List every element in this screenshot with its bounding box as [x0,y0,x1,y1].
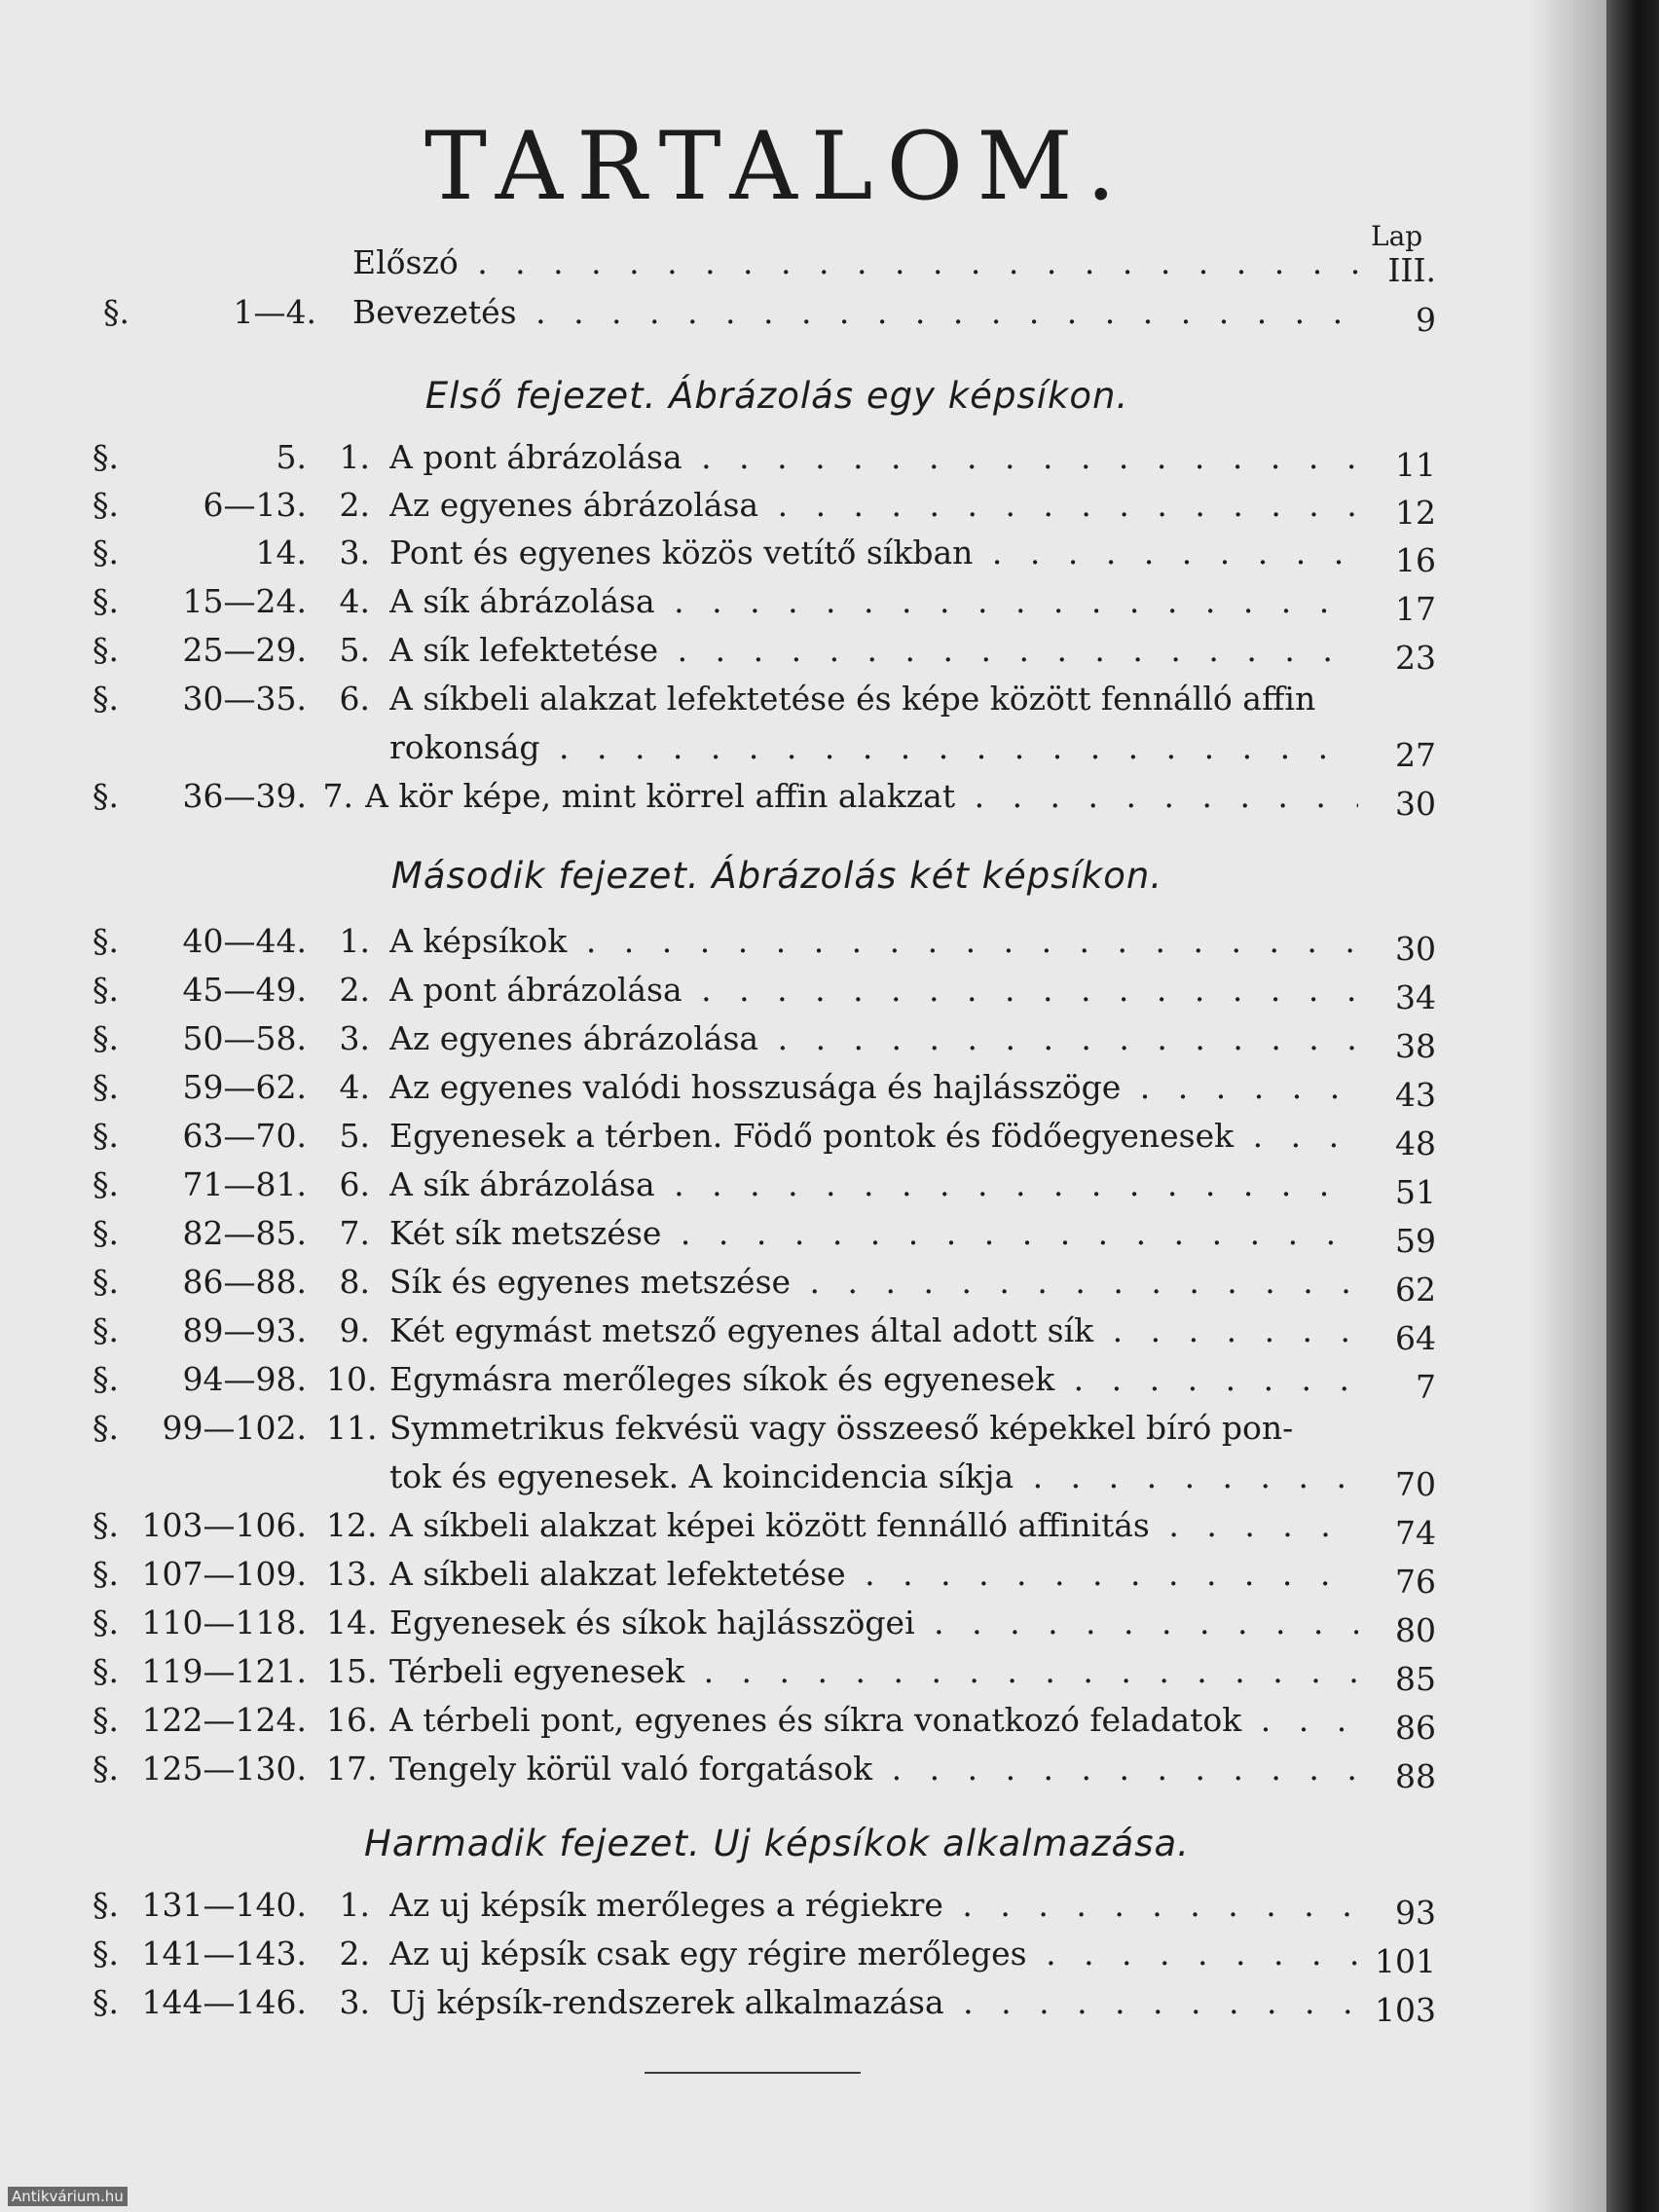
entry-text-continuation: rokonság . . . [389,723,1358,772]
entry-text: A síkbeli alakzat lefektetése és képe között fennálló affin [389,680,1316,718]
section-sign: §. [92,922,119,960]
entry-range: 144—146. [141,1983,307,2021]
entry-page: 16 [1395,541,1436,579]
toc-entry [0,1209,1558,1258]
entry-page: 62 [1395,1271,1436,1309]
entry-text: Két egymást metsző egyenes által adott sík . . . [389,1307,1358,1355]
entry-range: 71—81. [182,1165,307,1203]
entry-range: 99—102. [162,1409,307,1447]
entry-number: 14. [326,1604,378,1641]
entry-range: 141—143. [141,1935,307,1972]
entry-number: 1. [339,922,370,960]
section-sign: §. [92,1214,119,1252]
entry-text: Az uj képsík merőleges a régiekre . . . [389,1881,1358,1930]
entry-number: 5. [339,631,370,669]
entry-text: Egyenesek a térben. Födő pontok és födőegyenesek . . . [389,1112,1358,1161]
entry-text: A sík ábrázolása . . . [389,1161,1358,1209]
entry-text: A síkbeli alakzat képei között fennálló affinitás . . . [389,1501,1358,1550]
entry-page: III. [1387,251,1436,289]
watermark: Antikvárium.hu [8,2187,128,2206]
toc-entry [0,1930,1558,1978]
entry-page: 11 [1395,446,1436,484]
toc-entry [0,1599,1558,1647]
entry-page: 38 [1395,1027,1436,1065]
entry-number: 2. [339,1935,370,1972]
entry-number: 1. [339,1886,370,1924]
section-sign: §. [92,777,119,815]
toc-entry [0,1014,1558,1063]
entry-range: 15—24. [182,582,307,620]
entry-number: 4. [339,1068,370,1106]
entry-range: 103—106. [141,1506,307,1544]
entry-range: 110—118. [141,1604,307,1641]
entry-page: 27 [1395,736,1436,774]
entry-text: Az egyenes valódi hosszusága és hajlásszöge . . . [389,1063,1358,1112]
entry-page: 64 [1395,1319,1436,1357]
entry-page: 76 [1395,1563,1436,1601]
section-sign: §. [92,1068,119,1106]
entry-number: 3. [339,534,370,571]
entry-range: 119—121. [141,1652,307,1690]
entry-page: 51 [1395,1173,1436,1211]
entry-number: 3. [339,1019,370,1057]
toc-entry [0,1696,1558,1745]
entry-number: 8. [339,1263,370,1301]
section-sign: §. [92,1604,119,1641]
section-sign: §. [92,1506,119,1544]
entry-text: Az egyenes ábrázolása . . . [389,481,1358,530]
entry-range: 14. [255,534,307,571]
entry-page: 85 [1395,1660,1436,1698]
section-sign: §. [92,1701,119,1739]
entry-text: A sík ábrázolása . . . [389,577,1358,626]
entry-page: 70 [1395,1465,1436,1503]
entry-number: 7. [322,777,353,815]
section-sign: §. [92,1652,119,1690]
entry-number: 3. [339,1983,370,2021]
toc-entry [0,1307,1558,1355]
toc-entry [0,772,1558,821]
entry-page: 74 [1395,1514,1436,1552]
entry-number: 2. [339,971,370,1009]
entry-text: Egymásra merőleges síkok és egyenesek . . . [389,1355,1358,1404]
toc-entry-introduction [0,288,1558,337]
entry-page: 59 [1395,1222,1436,1260]
toc-entry [0,529,1558,577]
entry-range: 30—35. [182,680,307,718]
toc-entry [0,1745,1558,1793]
toc-entry [0,1063,1558,1112]
entry-text: Uj képsík-rendszerek alkalmazása . . . [389,1978,1358,2027]
section-sign: §. [103,293,129,331]
section-sign: §. [92,1117,119,1155]
toc-entry-preface [0,239,1558,287]
entry-page: 23 [1395,639,1436,677]
entry-text: A térbeli pont, egyenes és síkra vonatkozó feladatok . . . [389,1696,1358,1745]
entry-number: 5. [339,1117,370,1155]
toc-entry [0,1258,1558,1307]
entry-page: 30 [1395,785,1436,823]
section-sign: §. [92,1750,119,1788]
closing-rule [645,2072,861,2074]
entry-page: 88 [1395,1757,1436,1795]
entry-text: Előszó . . . [352,239,1358,287]
toc-entry [0,1978,1558,2027]
entry-page: 93 [1395,1894,1436,1932]
entry-text: Tengely körül való forgatások . . . [389,1745,1358,1793]
toc-entry [0,626,1558,675]
toc-entry [0,1550,1558,1599]
entry-text: Térbeli egyenesek . . . [389,1647,1358,1696]
entry-page: 17 [1395,590,1436,628]
entry-range: 45—49. [182,971,307,1009]
section-sign: §. [92,680,119,718]
entry-page: 101 [1375,1942,1436,1980]
entry-text: Sík és egyenes metszése . . . [389,1258,1358,1307]
entry-range: 36—39. [182,777,307,815]
section-sign: §. [92,534,119,571]
page-column-label: Lap [1371,220,1423,252]
toc-entry-continuation [0,1453,1558,1501]
entry-range: 63—70. [182,1117,307,1155]
section-sign: §. [92,486,119,524]
entry-range: 40—44. [182,922,307,960]
entry-range: 125—130. [141,1750,307,1788]
entry-page: 7 [1416,1368,1436,1406]
entry-number: 1. [339,438,370,476]
entry-page: 103 [1375,1991,1436,2029]
entry-number: 2. [339,486,370,524]
entry-range: 6—13. [203,486,307,524]
section-sign: §. [92,1360,119,1398]
entry-number: 16. [326,1701,378,1739]
entry-text: A pont ábrázolása . . . [389,433,1358,482]
entry-range: 50—58. [182,1019,307,1057]
toc-entry [0,1404,1558,1453]
entry-text: Pont és egyenes közös vetítő síkban . . . [389,529,1358,577]
entry-number: 4. [339,582,370,620]
toc-entry [0,577,1558,626]
toc-entry [0,917,1558,966]
section-sign: §. [92,1886,119,1924]
entry-text: Két sík metszése . . . [389,1209,1358,1258]
entry-number: 13. [326,1555,378,1593]
entry-page: 43 [1395,1076,1436,1114]
section-sign: §. [92,1935,119,1972]
entry-range: 25—29. [182,631,307,669]
section-sign: §. [92,582,119,620]
entry-text-continuation: tok és egyenesek. A koincidencia síkja . . . [389,1453,1358,1501]
section-sign: §. [92,631,119,669]
entry-range: 94—98. [182,1360,307,1398]
entry-range: 86—88. [182,1263,307,1301]
entry-page: 80 [1395,1611,1436,1649]
toc-entry [0,481,1558,530]
entry-text: Symmetrikus fekvésü vagy összeeső képekkel bíró pon- [389,1409,1294,1447]
entry-range: 82—85. [182,1214,307,1252]
entry-text: Az uj képsík csak egy régire merőleges . . . [389,1930,1358,1978]
entry-number: 10. [326,1360,378,1398]
toc-entry-continuation [0,723,1558,772]
entry-number: 12. [326,1506,378,1544]
entry-range: 59—62. [182,1068,307,1106]
entry-page: 9 [1416,301,1436,339]
toc-entry [0,675,1558,723]
entry-range: 1—4. [233,293,316,331]
chapter-heading: Harmadik fejezet. Uj képsíkok alkalmazása. [364,1823,1190,1864]
chapter-heading: Első fejezet. Ábrázolás egy képsíkon. [424,375,1129,417]
entry-number: 9. [339,1311,370,1349]
section-sign: §. [92,1555,119,1593]
entry-page: 48 [1395,1124,1436,1162]
entry-text: Bevezetés . . . [352,288,1358,337]
entry-page: 12 [1395,494,1436,532]
entry-page: 86 [1395,1709,1436,1747]
entry-number: 11. [326,1409,378,1447]
entry-number: 6. [339,1165,370,1203]
toc-entry [0,1355,1558,1404]
section-sign: §. [92,438,119,476]
entry-range: 131—140. [141,1886,307,1924]
section-sign: §. [92,1311,119,1349]
entry-page: 30 [1395,930,1436,968]
entry-text: Egyenesek és síkok hajlásszögei . . . [389,1599,1358,1647]
toc-entry [0,1112,1558,1161]
section-sign: §. [92,1019,119,1057]
chapter-heading: Második fejezet. Ábrázolás két képsíkon. [390,855,1163,897]
entry-text: A képsíkok . . . [389,917,1358,966]
toc-entry [0,1647,1558,1696]
section-sign: §. [92,1983,119,2021]
entry-range: 5. [276,438,307,476]
entry-number: 17. [326,1750,378,1788]
entry-page: 34 [1395,978,1436,1016]
section-sign: §. [92,1165,119,1203]
entry-text: A kör képe, mint körrel affin alakzat . . . [365,772,1358,821]
section-sign: §. [92,1409,119,1447]
entry-text: A sík lefektetése . . . [389,626,1358,675]
entry-range: 122—124. [141,1701,307,1739]
entry-text: A síkbeli alakzat lefektetése . . . [389,1550,1358,1599]
book-edge [1606,0,1659,2212]
entry-text: Az egyenes ábrázolása . . . [389,1014,1358,1063]
page-title: TARTALOM. [424,112,1130,221]
toc-entry [0,1881,1558,1930]
entry-range: 107—109. [141,1555,307,1593]
section-sign: §. [92,971,119,1009]
entry-range: 89—93. [182,1311,307,1349]
toc-entry [0,1161,1558,1209]
toc-entry [0,433,1558,482]
section-sign: §. [92,1263,119,1301]
entry-number: 15. [326,1652,378,1690]
toc-entry [0,1501,1558,1550]
toc-entry [0,966,1558,1014]
entry-number: 7. [339,1214,370,1252]
entry-number: 6. [339,680,370,718]
entry-text: A pont ábrázolása . . . [389,966,1358,1014]
